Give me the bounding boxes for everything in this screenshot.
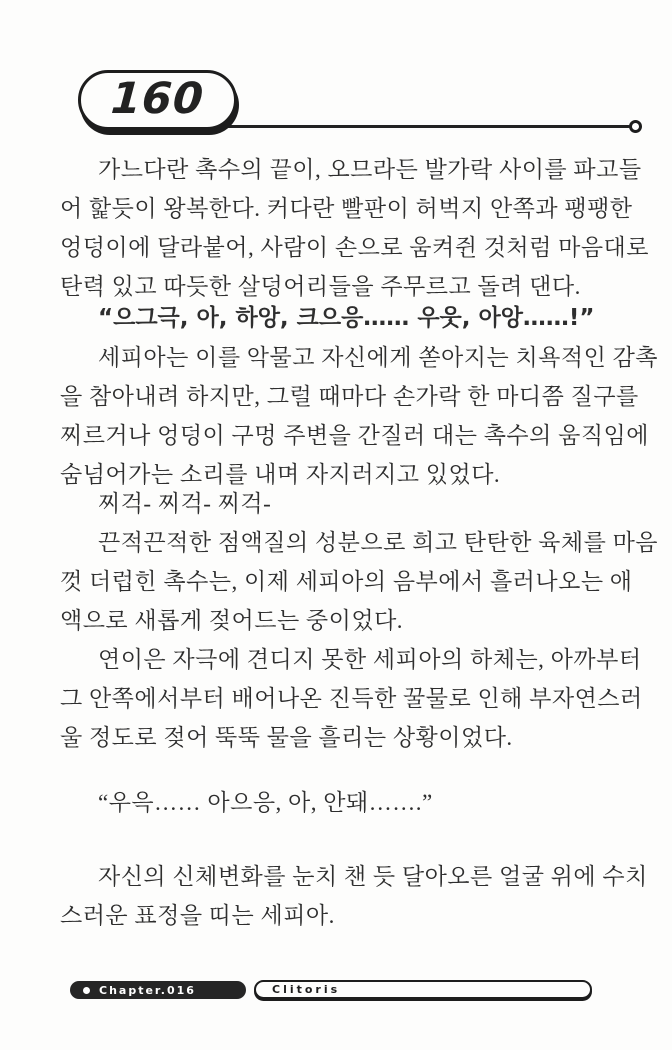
text-line: 그 안쪽에서부터 배어나온 진득한 꿀물로 인해 부자연스러 <box>60 686 643 711</box>
chapter-badge <box>70 981 246 999</box>
text-line: 엉덩이에 달라붙어, 사람이 손으로 움켜쥔 것처럼 마음대로 <box>60 235 649 260</box>
text-line: 끈적끈적한 점액질의 성분으로 희고 탄탄한 육체를 마음 <box>98 530 659 555</box>
section-label: Clitoris <box>272 983 341 996</box>
paragraph <box>60 150 649 306</box>
text-line: 을 참아내려 하지만, 그럴 때마다 손가락 한 마디쯤 질구를 <box>60 384 639 409</box>
text-line: 탄력 있고 따듯한 살덩어리들을 주무르고 돌려 댄다. <box>60 274 581 299</box>
circle-bullet-icon <box>83 987 90 994</box>
paragraph <box>60 640 643 757</box>
header-rule-end-dot-icon <box>629 120 642 133</box>
text-line: 껏 더럽힌 촉수는, 이제 세피아의 음부에서 흘러나오는 애 <box>60 569 633 594</box>
text-line: 가느다란 촉수의 끝이, 오므라든 발가락 사이를 파고들 <box>98 157 642 182</box>
text-line: 자신의 신체변화를 눈치 챈 듯 달아오른 얼굴 위에 수치 <box>98 864 648 889</box>
page-body <box>60 150 659 935</box>
text-line: 숨넘어가는 소리를 내며 자지러지고 있었다. <box>60 462 501 487</box>
text-line: “으그극, 아, 하앙, 크으응…… 우웃, 아앙……!” <box>98 305 595 331</box>
text-line: 찌걱- 찌걱- 찌걱- <box>98 491 272 516</box>
paragraph <box>60 857 648 935</box>
paragraph <box>60 338 659 494</box>
text-line: 찌르거나 엉덩이 구멍 주변을 간질러 대는 촉수의 움직임에 <box>60 423 649 448</box>
text-line: 연이은 자극에 견디지 못한 세피아의 하체는, 아까부터 <box>98 647 642 672</box>
page-number-badge <box>78 70 237 130</box>
dialogue-line <box>60 299 617 338</box>
text-line: 어 핥듯이 왕복한다. 커다란 빨판이 허벅지 안쪽과 팽팽한 <box>60 196 633 221</box>
text-line: 스러운 표정을 띠는 세피아. <box>60 903 335 928</box>
header-rule <box>210 125 630 128</box>
text-line: “우윽…… 아으응, 아, 안돼…….” <box>98 790 433 815</box>
text-line: 울 정도로 젖어 뚝뚝 물을 흘리는 상황이었다. <box>60 725 513 750</box>
text-line: 액으로 새롭게 젖어드는 중이었다. <box>60 608 404 633</box>
chapter-label: Chapter.016 <box>99 983 196 997</box>
page-number: 160 <box>109 73 206 124</box>
paragraph <box>60 523 659 640</box>
section-title-badge <box>254 980 592 999</box>
dialogue-line <box>60 783 617 822</box>
text-line: 세피아는 이를 악물고 자신에게 쏟아지는 치욕적인 감촉 <box>98 345 659 370</box>
